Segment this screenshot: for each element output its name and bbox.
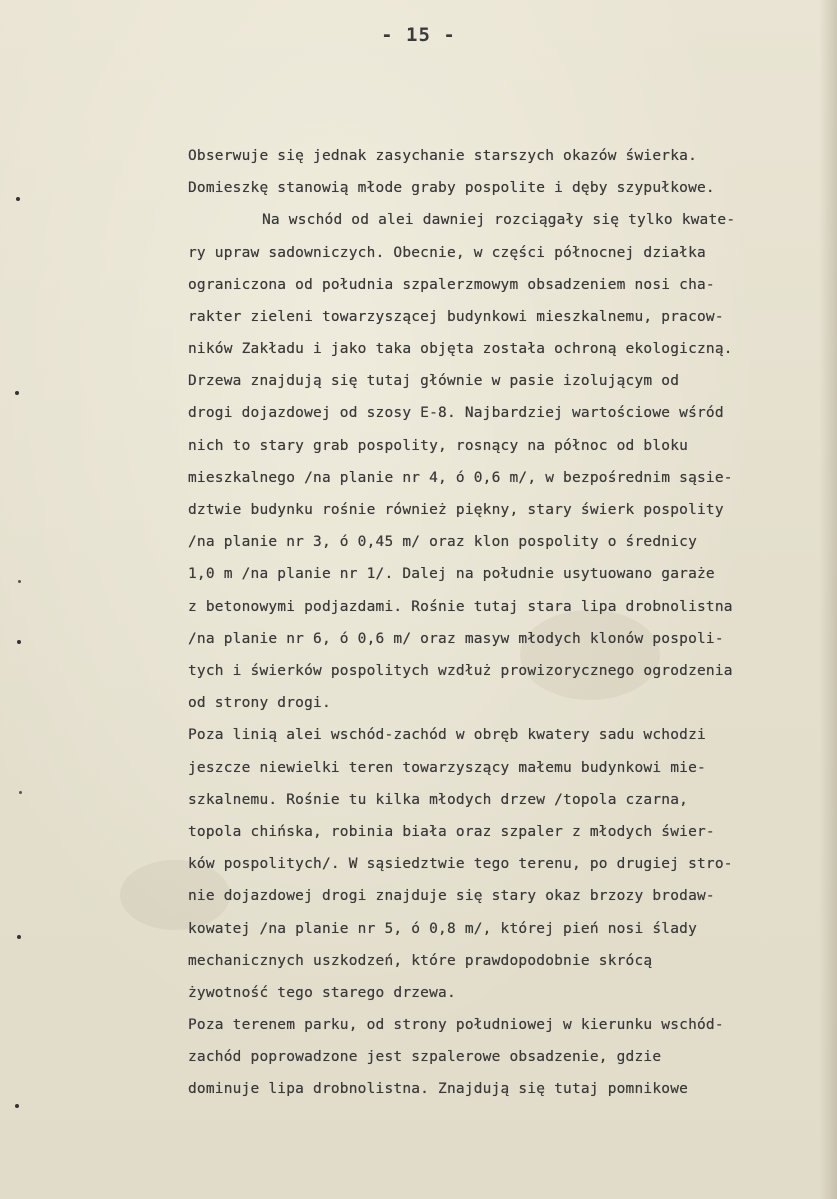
text-line: Domieszkę stanowią młode graby pospolite i dęby szypułkowe. (188, 180, 715, 196)
text-line: zachód poprowadzone jest szpalerowe obsadzenie, gdzie (188, 1049, 662, 1065)
text-line: z betonowymi podjazdami. Rośnie tutaj stara lipa drobnolistna (188, 599, 733, 615)
text-line: ków pospolitych/. W sąsiedztwie tego terenu, po drugiej stro- (188, 856, 733, 872)
text-line: 1,0 m /na planie nr 1/. Dalej na południe usytuowano garaże (188, 566, 715, 582)
text-line: żywotność tego starego drzewa. (188, 985, 456, 1001)
text-line: kowatej /na planie nr 5, ό 0,8 m/, której pień nosi ślady (188, 921, 697, 937)
text-line: topola chińska, robinia biała oraz szpaler z młodych świer- (188, 824, 715, 840)
text-line: dztwie budynku rośnie również piękny, stary świerk pospolity (188, 502, 724, 518)
text-line: ników Zakładu i jako taka objęta została ochroną ekologiczną. (188, 341, 733, 357)
text-line: mieszkalnego /na planie nr 4, ό 0,6 m/, w bezpośrednim sąsie- (188, 470, 733, 486)
text-line: ograniczona od południa szpalerzmowym obsadzeniem nosi cha- (188, 277, 715, 293)
text-line: rakter zieleni towarzyszącej budynkowi mieszkalnemu, pracow- (188, 309, 724, 325)
text-line: szkalnemu. Rośnie tu kilka młodych drzew /topola czarna, (188, 792, 689, 808)
text-line: Poza linią alei wschód-zachód w obręb kwatery sadu wchodzi (188, 727, 706, 743)
text-line: /na planie nr 3, ό 0,45 m/ oraz klon pospolity o średnicy (188, 534, 697, 550)
text-line: nie dojazdowej drogi znajduje się stary okaz brzozy brodaw- (188, 888, 715, 904)
text-line: /na planie nr 6, ό 0,6 m/ oraz masyw młodych klonów pospoli- (188, 631, 724, 647)
text-line: Drzewa znajdują się tutaj głównie w pasie izolującym od (188, 373, 680, 389)
text-line: dominuje lipa drobnolistna. Znajdują się tutaj pomnikowe (188, 1081, 689, 1097)
text-line: Obserwuje się jednak zasychanie starszych okazów świerka. (188, 148, 697, 164)
text-line: Poza terenem parku, od strony południowej w kierunku wschód- (188, 1017, 724, 1033)
text-line: mechanicznych uszkodzeń, które prawdopodobnie skrócą (188, 953, 653, 969)
text-line: ry upraw sadowniczych. Obecnie, w części północnej działka (188, 245, 706, 261)
text-line: tych i świerków pospolitych wzdłuż prowizorycznego ogrodzenia (188, 663, 733, 679)
text-line: od strony drogi. (188, 695, 331, 711)
text-line: nich to stary grab pospolity, rosnący na północ od bloku (188, 438, 689, 454)
text-line: Na wschód od alei dawniej rozciągały się tylko kwate- (262, 212, 736, 228)
text-line: drogi dojazdowej od szosy E-8. Najbardziej wartościowe wśród (188, 405, 724, 421)
page-number: - 15 - (381, 24, 456, 46)
text-line: jeszcze niewielki teren towarzyszący małemu budynkowi mie- (188, 760, 706, 776)
